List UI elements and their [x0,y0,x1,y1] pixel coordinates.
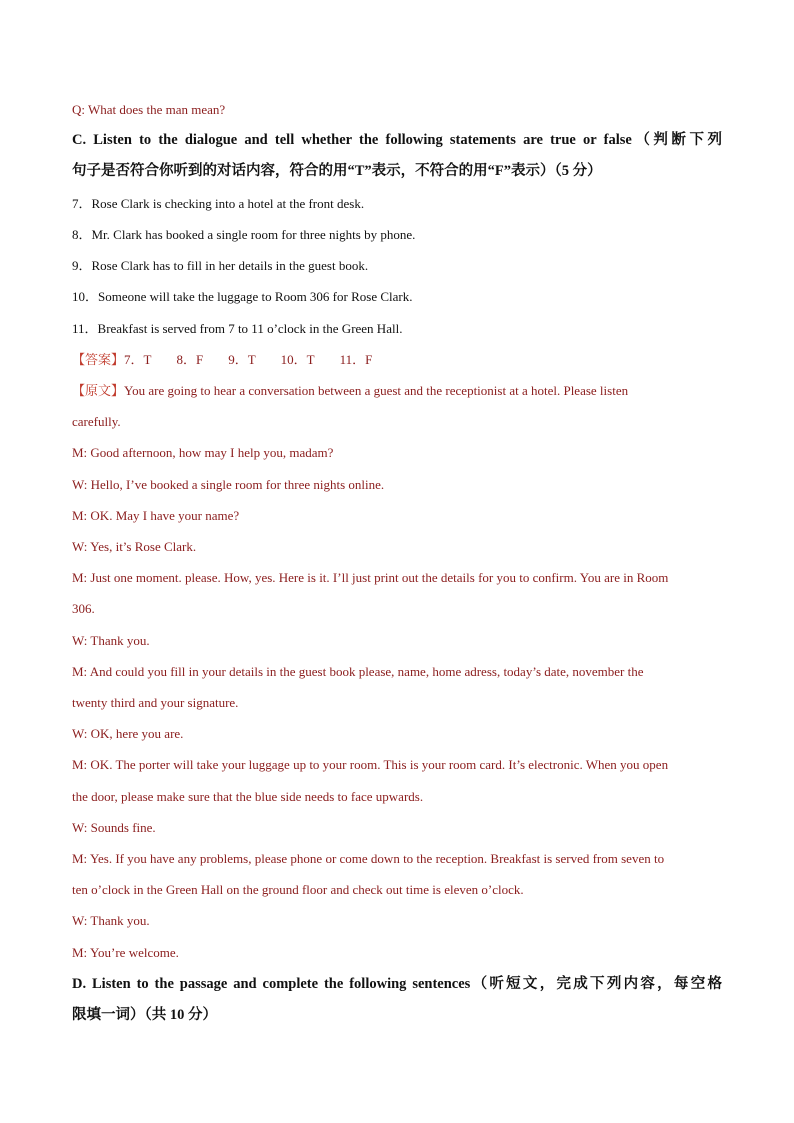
section-d-heading-line2: 限填一词）（共 10 分） [72,1007,217,1023]
statement-11: 11．Breakfast is served from 7 to 11 o’clock in the Green Hall. [72,321,403,336]
section-c-heading-line1: C. Listen to the dialogue and tell whether the following statements are true or false（判断下列 [72,132,722,148]
dialogue-line: W: Sounds fine. [72,820,156,835]
dialogue-line: M: Good afternoon, how may I help you, madam? [72,445,334,460]
statement-7: 7．Rose Clark is checking into a hotel at the front desk. [72,196,365,211]
transcript-intro-line2: carefully. [72,414,121,429]
dialogue-line: M: You’re welcome. [72,945,179,960]
statement-10: 10．Someone will take the luggage to Room 306 for Rose Clark. [72,289,413,304]
dialogue-line: M: OK. May I have your name? [72,508,240,523]
dialogue-line: W: Hello, I’ve booked a single room for three nights online. [72,477,385,492]
dialogue-line: W: Yes, it’s Rose Clark. [72,539,197,554]
answer-item: 10．T [280,352,315,367]
answer-item: 8．F [176,352,204,367]
dialogue-line: M: And could you fill in your details in the guest book please, name, home adress, today’s date, november the [72,664,644,679]
answer-line [72,351,722,369]
dialogue-line: 306. [72,601,95,616]
section-d-heading-line1: D. Listen to the passage and complete the following sentences（听短文，完成下列内容，每空格 [72,976,722,992]
statement-9: 9．Rose Clark has to fill in her details in the guest book. [72,258,369,273]
dialogue-line: W: Thank you. [72,633,150,648]
dialogue-line: the door, please make sure that the blue side needs to face upwards. [72,789,424,804]
question-q: Q: What does the man mean? [72,102,226,117]
answer-item: 9．T [228,352,256,367]
section-c-heading-line2: 句子是否符合你听到的对话内容，符合的用“T”表示，不符合的用“F”表示）（5 分） [72,163,602,179]
transcript-intro-text: You are going to hear a conversation between a guest and the receptionist at a hotel. Please listen [124,383,629,398]
answer-item: 11．F [339,352,373,367]
dialogue-line: M: Yes. If you have any problems, please phone or come down to the reception. Breakfast is served from seven to [72,851,665,866]
answer-tag: 【答案】 [72,352,125,367]
answer-item: 7．T [124,352,152,367]
dialogue-line: twenty third and your signature. [72,695,239,710]
dialogue-line: M: Just one moment. please. How, yes. Here is it. I’ll just print out the details for you to confirm. You are in Room [72,570,669,585]
dialogue-line: W: OK, here you are. [72,726,184,741]
transcript-intro-line1 [72,382,722,400]
statement-8: 8．Mr. Clark has booked a single room for three nights by phone. [72,227,416,242]
dialogue-line: M: OK. The porter will take your luggage up to your room. This is your room card. It’s electronic. When you open [72,757,669,772]
transcript-tag: 【原文】 [72,383,125,398]
dialogue-line: ten o’clock in the Green Hall on the ground floor and check out time is eleven o’clock. [72,882,524,897]
dialogue-line: W: Thank you. [72,913,150,928]
